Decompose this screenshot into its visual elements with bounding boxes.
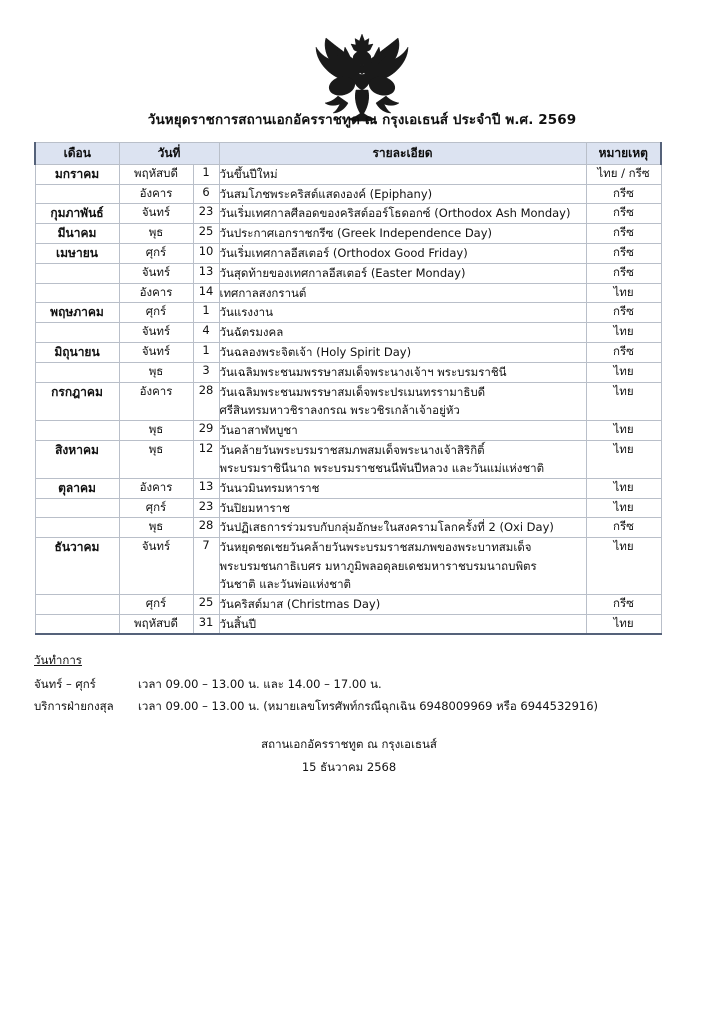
cell-detail [219, 518, 586, 538]
cell-day-name: จันทร์ [119, 343, 193, 363]
thai-garuda-emblem [310, 26, 414, 122]
cell-day-number: 29 [193, 420, 219, 440]
cell-day-number: 23 [193, 498, 219, 518]
cell-note: ไทย [586, 363, 661, 383]
detail-line-1: วันเริ่มเทศกาลอีสเตอร์ (Orthodox Good Friday) [219, 246, 468, 261]
cell-detail [219, 498, 586, 518]
detail-line-1: วันแรงงาน [219, 305, 273, 320]
cell-detail [219, 440, 586, 478]
cell-day-number: 1 [193, 164, 219, 184]
cell-day-name: จันทร์ [119, 538, 193, 595]
table-row [35, 204, 661, 224]
cell-day-number: 25 [193, 594, 219, 614]
table-row [35, 323, 661, 343]
cell-day-name: ศุกร์ [119, 498, 193, 518]
detail-line-1: วันคล้ายวันพระบรมราชสมภพสมเด็จพระนางเจ้าสิริกิติ์ [219, 442, 485, 457]
cell-day-number: 12 [193, 440, 219, 478]
table-body [35, 164, 661, 634]
cell-day-name: อังคาร [119, 184, 193, 204]
cell-day-name: จันทร์ [119, 264, 193, 284]
detail-line-1: วันคริสต์มาส (Christmas Day) [219, 596, 381, 611]
working-hours-heading: วันทำการ [34, 653, 82, 668]
signature-block [0, 733, 724, 779]
detail-line-2: ศรีสินทรมหาวชิราลงกรณ พระวชิรเกล้าเจ้าอยู่หัว [219, 403, 460, 418]
cell-month: ธันวาคม [35, 538, 119, 595]
detail-line-1: เทศกาลสงกรานต์ [219, 285, 307, 300]
detail-line-1: วันสิ้นปี [219, 616, 257, 631]
cell-day-name: จันทร์ [119, 204, 193, 224]
cell-month [35, 594, 119, 614]
detail-line-2: พระบรมชนกาธิเบศร มหาภูมิพลอดุลยเดชมหาราชบรมนาถบพิตร [219, 558, 537, 573]
cell-day-name: อังคาร [119, 478, 193, 498]
cell-detail [219, 244, 586, 264]
cell-month [35, 498, 119, 518]
cell-day-name: จันทร์ [119, 323, 193, 343]
cell-month [35, 614, 119, 634]
cell-detail [219, 303, 586, 323]
cell-note: ไทย / กรีซ [586, 164, 661, 184]
cell-month: สิงหาคม [35, 440, 119, 478]
table-row [35, 498, 661, 518]
cell-detail [219, 323, 586, 343]
detail-line-1: วันเฉลิมพระชนมพรรษาสมเด็จพระนางเจ้าฯ พระบรมราชินี [219, 365, 507, 380]
cell-day-number: 1 [193, 303, 219, 323]
cell-note: ไทย [586, 283, 661, 303]
table-row [35, 184, 661, 204]
column-header-month: เดือน [35, 142, 119, 164]
table-header [35, 142, 661, 164]
working-hours-section [0, 635, 724, 717]
cell-day-name: ศุกร์ [119, 594, 193, 614]
weekday-hours-row [34, 673, 690, 695]
cell-note: ไทย [586, 614, 661, 634]
cell-month [35, 264, 119, 284]
holiday-table-container [0, 142, 724, 636]
consular-hours-label: บริการฝ่ายกงสุล [34, 699, 114, 714]
cell-day-number: 25 [193, 224, 219, 244]
cell-month: กุมภาพันธ์ [35, 204, 119, 224]
cell-month: เมษายน [35, 244, 119, 264]
cell-day-name: พุธ [119, 224, 193, 244]
detail-line-1: วันขึ้นปีใหม่ [219, 166, 278, 181]
cell-detail [219, 224, 586, 244]
cell-note: ไทย [586, 538, 661, 595]
detail-line-1: วันสมโภชพระคริสต์แสดงองค์ (Epiphany) [219, 186, 433, 201]
cell-month: ตุลาคม [35, 478, 119, 498]
detail-line-1: วันเริ่มเทศกาลศีลอดของคริสต์ออร์โธดอกซ์ (Orthodox Ash Monday) [219, 206, 571, 221]
cell-day-number: 1 [193, 343, 219, 363]
cell-month: พฤษภาคม [35, 303, 119, 323]
cell-day-name: พุธ [119, 518, 193, 538]
cell-detail [219, 614, 586, 634]
cell-day-number: 13 [193, 478, 219, 498]
table-row [35, 538, 661, 595]
cell-day-number: 23 [193, 204, 219, 224]
cell-day-number: 4 [193, 323, 219, 343]
detail-line-1: วันฉัตรมงคล [219, 325, 284, 340]
detail-line-1: วันหยุดชดเชยวันคล้ายวันพระบรมราชสมภพของพระบาทสมเด็จ [219, 540, 532, 555]
cell-month [35, 184, 119, 204]
consular-hours-value: เวลา 09.00 – 13.00 น. (หมายเลขโทรศัพท์กรณีฉุกเฉิน 6948009969 หรือ 6944532916) [138, 699, 599, 714]
cell-day-number: 28 [193, 518, 219, 538]
cell-note: ไทย [586, 420, 661, 440]
table-row [35, 478, 661, 498]
consular-hours-row [34, 695, 690, 717]
cell-detail [219, 363, 586, 383]
cell-day-name: พฤหัสบดี [119, 164, 193, 184]
table-row [35, 283, 661, 303]
table-row [35, 382, 661, 420]
cell-month [35, 518, 119, 538]
weekday-hours-label: จันทร์ – ศุกร์ [34, 676, 96, 691]
cell-note: กรีซ [586, 204, 661, 224]
table-row [35, 224, 661, 244]
table-row [35, 518, 661, 538]
cell-day-number: 13 [193, 264, 219, 284]
cell-detail [219, 184, 586, 204]
cell-note: กรีซ [586, 303, 661, 323]
cell-note: ไทย [586, 440, 661, 478]
cell-day-number: 28 [193, 382, 219, 420]
column-header-note: หมายเหตุ [586, 142, 661, 164]
cell-day-name: อังคาร [119, 382, 193, 420]
detail-line-2: พระบรมราชินีนาถ พระบรมราชชนนีพันปีหลวง และวันแม่แห่งชาติ [219, 461, 545, 476]
cell-month [35, 283, 119, 303]
weekday-hours-value: เวลา 09.00 – 13.00 น. และ 14.00 – 17.00 น. [138, 676, 382, 691]
cell-month [35, 363, 119, 383]
detail-line-1: วันปฏิเสธการร่วมรบกับกลุ่มอักษะในสงครามโลกครั้งที่ 2 (Oxi Day) [219, 520, 554, 535]
cell-month: กรกฎาคม [35, 382, 119, 420]
table-row [35, 164, 661, 184]
cell-note: ไทย [586, 323, 661, 343]
detail-line-1: วันเฉลิมพระชนมพรรษาสมเด็จพระปรเมนทรรามาธิบดี [219, 384, 486, 399]
cell-detail [219, 594, 586, 614]
detail-line-3: วันชาติ และวันพ่อแห่งชาติ [219, 577, 352, 592]
cell-month: มีนาคม [35, 224, 119, 244]
cell-month: มิถุนายน [35, 343, 119, 363]
detail-line-1: วันสุดท้ายของเทศกาลอีสเตอร์ (Easter Monday) [219, 266, 466, 281]
cell-detail [219, 164, 586, 184]
table-row [35, 303, 661, 323]
table-row [35, 264, 661, 284]
cell-month: มกราคม [35, 164, 119, 184]
cell-note: กรีซ [586, 244, 661, 264]
cell-note: ไทย [586, 498, 661, 518]
detail-line-1: วันนวมินทรมหาราช [219, 480, 320, 495]
table-row [35, 244, 661, 264]
column-header-date: วันที่ [119, 142, 219, 164]
cell-day-number: 31 [193, 614, 219, 634]
cell-day-name: พฤหัสบดี [119, 614, 193, 634]
column-header-detail: รายละเอียด [219, 142, 586, 164]
cell-note: ไทย [586, 478, 661, 498]
cell-note: กรีซ [586, 224, 661, 244]
detail-line-1: วันอาสาฬหบูชา [219, 422, 298, 437]
cell-day-name: พุธ [119, 420, 193, 440]
cell-note: กรีซ [586, 184, 661, 204]
cell-detail [219, 420, 586, 440]
emblem-container [0, 0, 724, 112]
table-row [35, 343, 661, 363]
cell-day-number: 10 [193, 244, 219, 264]
cell-detail [219, 478, 586, 498]
document-title: วันหยุดราชการสถานเอกอัครราชทูต ณ กรุงเอเธนส์ ประจำปี พ.ศ. 2569 [147, 112, 577, 128]
cell-day-number: 14 [193, 283, 219, 303]
table-row [35, 420, 661, 440]
cell-detail [219, 264, 586, 284]
cell-day-number: 7 [193, 538, 219, 595]
cell-day-name: พุธ [119, 363, 193, 383]
cell-note: กรีซ [586, 264, 661, 284]
table-row [35, 363, 661, 383]
cell-day-name: ศุกร์ [119, 303, 193, 323]
table-header-row [35, 142, 661, 164]
cell-detail [219, 382, 586, 420]
cell-day-number: 6 [193, 184, 219, 204]
cell-month [35, 420, 119, 440]
cell-month [35, 323, 119, 343]
detail-line-1: วันประกาศเอกราชกรีซ (Greek Independence Day) [219, 226, 493, 241]
cell-day-number: 3 [193, 363, 219, 383]
cell-detail [219, 204, 586, 224]
cell-note: กรีซ [586, 594, 661, 614]
cell-detail [219, 538, 586, 595]
table-row [35, 614, 661, 634]
table-row [35, 594, 661, 614]
cell-day-name: ศุกร์ [119, 244, 193, 264]
cell-note: ไทย [586, 382, 661, 420]
cell-day-name: พุธ [119, 440, 193, 478]
cell-note: กรีซ [586, 343, 661, 363]
detail-line-1: วันฉลองพระจิตเจ้า (Holy Spirit Day) [219, 345, 412, 360]
cell-day-name: อังคาร [119, 283, 193, 303]
cell-detail [219, 283, 586, 303]
cell-detail [219, 343, 586, 363]
signature-office: สถานเอกอัครราชทูต ณ กรุงเอเธนส์ [261, 737, 437, 752]
table-row [35, 440, 661, 478]
holiday-table [34, 142, 662, 636]
cell-note: กรีซ [586, 518, 661, 538]
signature-date: 15 ธันวาคม 2568 [301, 760, 397, 775]
detail-line-1: วันปิยมหาราช [219, 500, 290, 515]
